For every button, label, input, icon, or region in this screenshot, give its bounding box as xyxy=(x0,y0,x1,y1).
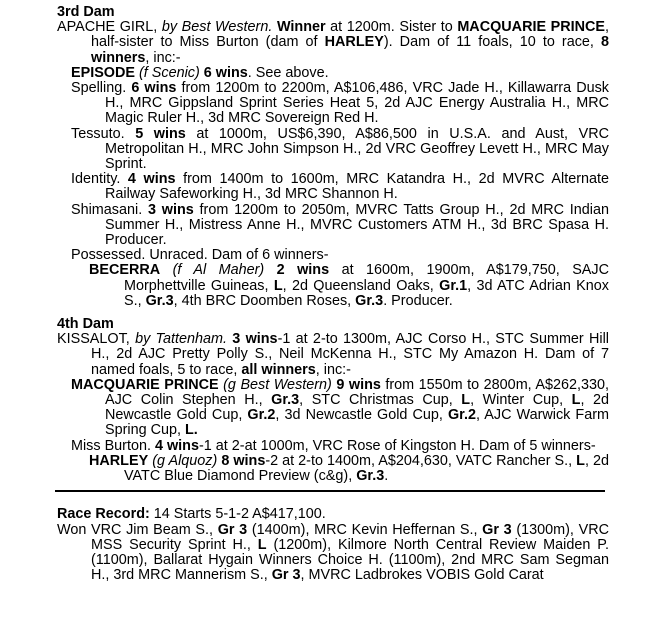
text-run: Gr.3 xyxy=(271,392,300,409)
text-run: MACQUARIE PRINCE xyxy=(457,19,606,36)
text-run: Won VRC Jim Beam S., xyxy=(57,521,218,538)
text-run: L xyxy=(461,392,471,409)
text-run: 3rd Dam xyxy=(57,4,115,20)
text-run: 3 wins xyxy=(232,331,278,348)
text-run: Winner xyxy=(276,19,326,36)
text-run: (1300m), VRC MSS Security Sprint H., xyxy=(91,521,609,553)
text-run: Gr.3 xyxy=(145,292,174,309)
text-run: at 1200m. Sister to xyxy=(325,19,458,36)
text-run: Gr 3 xyxy=(217,521,248,538)
text-run: 2 wins xyxy=(276,262,330,279)
text-run: , inc:- xyxy=(145,49,181,66)
para-spelling xyxy=(71,81,609,127)
text-run: L xyxy=(576,452,585,469)
text-run: Gr.3 xyxy=(356,468,385,485)
text-run: (f Scenic) xyxy=(138,64,200,81)
para-shimasani xyxy=(71,203,609,249)
text-run: (g Best Western) xyxy=(223,376,332,393)
text-run: at 1000m, US$6,390, A$86,500 in U.S.A. and Aust, VRC Metropolitan H., MRC John Simpson H., 2d VRC Geoffrey Levett H., MRC May Sprint. xyxy=(105,125,609,173)
text-run: -1 at 2-to 1300m, AJC Corso H., STC Summer Hill H., 2d AJC Pretty Polly S., Neil McKenna H., STC My Amazon H. Dam of 7 named foals, 5 to race, xyxy=(91,331,609,378)
text-run: Possessed. Unraced. Dam of 6 winners- xyxy=(71,247,329,264)
text-run: , AJC Warwick Farm Spring Cup, xyxy=(105,407,610,439)
text-run: 5 wins xyxy=(135,125,186,142)
para-macquarie-prince xyxy=(71,378,609,439)
text-run: Gr.3 xyxy=(355,292,384,309)
text-run: Gr.2 xyxy=(447,407,476,424)
text-run: -1 at 2-at 1000m, VRC Rose of Kingston H. Dam of 5 winners- xyxy=(198,437,596,454)
para-apache-girl xyxy=(57,20,609,66)
text-run: L xyxy=(257,536,267,553)
text-run: from 1200m to 2050m, MVRC Tatts Group H., 2d MRC Indian Summer H., Mistress Anne H., MVRC Customers ATM H., 3d BRC Spasa H. Producer. xyxy=(105,201,609,249)
text-run: (1200m), Kilmore North Central Review Maiden P. (1100m), Ballarat Hygain Winners Choice H. (1100m), 2nd MRC Sam Segman H., 3rd MRC Mannerism S., xyxy=(91,536,609,584)
text-run: , 3d Newcastle Gold Cup, xyxy=(275,407,448,424)
text-run: 6 wins xyxy=(131,80,177,97)
para-identity xyxy=(71,172,609,202)
text-run: all winners xyxy=(241,361,316,378)
text-run: 8 winners xyxy=(91,34,609,66)
para-tessuto xyxy=(71,127,609,173)
text-run: , 2d Newcastle Gold Cup, xyxy=(105,392,609,424)
text-run xyxy=(264,262,276,278)
text-run: HARLEY xyxy=(324,34,384,51)
text-run: by Best Western. xyxy=(161,19,273,36)
text-run: (1400m), MRC Kevin Heffernan S., xyxy=(247,521,483,538)
text-run: Gr 3 xyxy=(271,567,301,584)
text-run: 14 Starts 5-1-2 A$417,100. xyxy=(149,506,326,523)
para-kissalot xyxy=(57,332,609,378)
para-harley xyxy=(89,454,609,484)
para-possessed xyxy=(71,248,609,263)
text-run: , STC Christmas Cup, xyxy=(299,392,462,409)
text-run: Gr.2 xyxy=(247,407,276,424)
text-run: (g Alquoz) xyxy=(152,452,218,469)
text-run: 6 wins xyxy=(203,64,248,81)
text-run xyxy=(160,262,172,278)
text-run: Spelling. xyxy=(71,80,132,97)
text-run: , 2d VATC Blue Diamond Preview (c&g), xyxy=(124,452,609,485)
text-run: . Producer. xyxy=(383,292,453,309)
text-run: 3 wins xyxy=(147,201,194,218)
text-run: . xyxy=(384,468,389,485)
text-run: KISSALOT, xyxy=(57,331,136,348)
text-run: Identity. xyxy=(71,171,128,188)
text-run: APACHE GIRL, xyxy=(57,19,162,36)
text-run: -2 at 2-to 1400m, A$204,630, VATC Rancher S., xyxy=(265,452,577,469)
text-run: EPISODE xyxy=(71,64,135,81)
text-run: from 1200m to 2200m, A$106,486, VRC Jade H., Killawarra Dusk H., MRC Gippsland Sprint Series Heat 5, 2d AJC Energy Australia H., MRC Magic Ruler H., 3d MRC Sovereign Red H. xyxy=(105,80,609,127)
text-run: , Winter Cup, xyxy=(470,392,572,409)
text-run: 4th Dam xyxy=(57,316,114,333)
heading-3rd-dam xyxy=(57,5,609,20)
text-run: L. xyxy=(185,422,198,439)
text-run: , inc:- xyxy=(315,361,351,378)
text-run: Shimasani. xyxy=(71,201,148,218)
text-run: L xyxy=(571,392,581,409)
divider-rule xyxy=(55,490,605,492)
text-run: . See above. xyxy=(247,64,329,81)
text-run: , MVRC Ladbrokes VOBIS Gold Carat xyxy=(300,567,544,584)
text-run: 8 wins xyxy=(221,452,266,469)
text-run: , 3d ATC Adrian Knox S., xyxy=(124,277,609,309)
text-run: Gr.1 xyxy=(439,277,468,294)
text-run: Race Record: xyxy=(57,506,150,523)
text-run: 9 wins xyxy=(336,376,381,393)
text-run: Gr 3 xyxy=(482,521,512,538)
text-run: Miss Burton. xyxy=(71,437,155,454)
text-run: 4 wins xyxy=(127,171,176,188)
para-race-record xyxy=(57,507,609,522)
para-episode xyxy=(71,66,609,81)
text-run: MACQUARIE PRINCE xyxy=(71,376,219,393)
para-miss-burton xyxy=(71,439,609,454)
text-run: (f Al Maher) xyxy=(172,262,265,279)
text-run: L xyxy=(273,277,283,294)
text-run: BECERRA xyxy=(89,262,161,279)
text-run: HARLEY xyxy=(89,452,149,469)
text-run: , 4th BRC Doomben Roses, xyxy=(173,292,356,309)
text-run: by Tattenham. xyxy=(135,331,228,348)
text-run: Tessuto. xyxy=(71,125,136,142)
text-run: at 1600m, 1900m, A$179,750, SAJC Morphettville Guineas, xyxy=(124,262,609,294)
para-becerra xyxy=(89,263,609,309)
heading-4th-dam xyxy=(57,317,609,332)
para-race-record-detail xyxy=(57,523,609,584)
text-run: 4 wins xyxy=(154,437,199,454)
text-run: from 1400m to 1600m, MRC Katandra H., 2d MVRC Alternate Railway Safeworking H., 3d MRC Shannon H. xyxy=(105,171,609,203)
text-run: , 2d Queensland Oaks, xyxy=(282,277,440,294)
text-run: , half-sister to Miss Burton (dam of xyxy=(91,19,610,51)
text-run: from 1550m to 2800m, A$262,330, AJC Colin Stephen H., xyxy=(105,376,610,409)
text-run: ). Dam of 11 foals, 10 to race, xyxy=(383,34,601,51)
